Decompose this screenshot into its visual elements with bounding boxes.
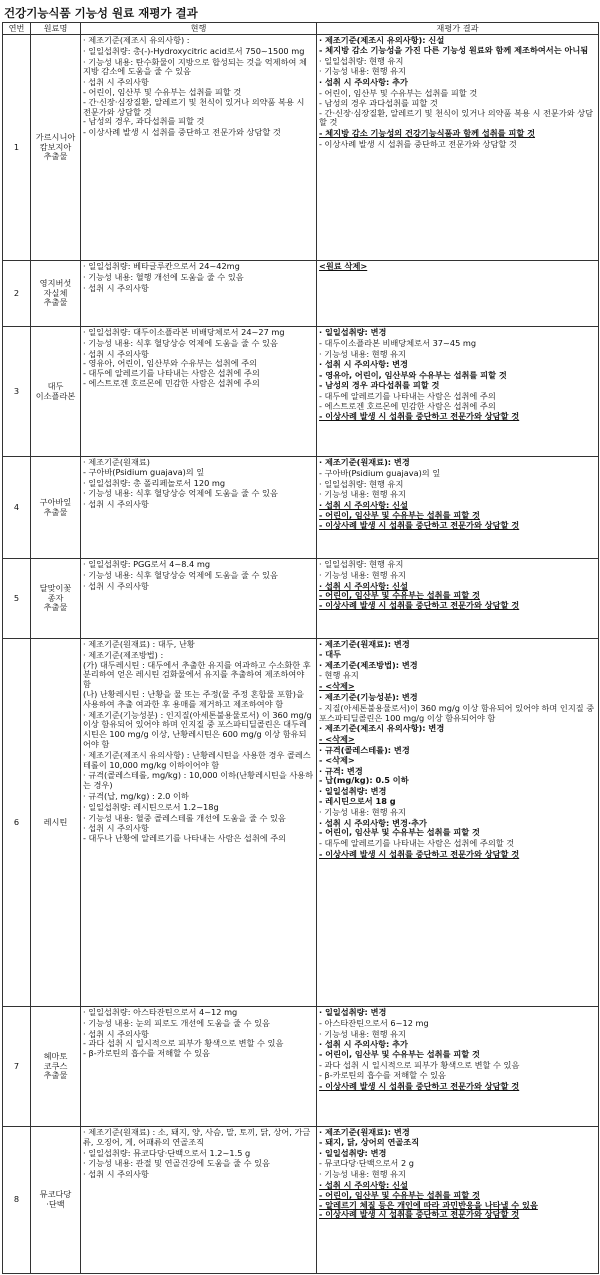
result-item: - 대두에 알레르기를 나타내는 사람은 섭취에 주의할 것 — [319, 838, 515, 849]
current-item: · 제조기준(제조시 유의사항) : — [83, 35, 190, 45]
result-item: - <삭제> — [319, 681, 355, 692]
result-item: - 구아바(Psidium guajava)의 잎 — [319, 467, 441, 478]
reevaluation-result-cell — [317, 457, 599, 559]
current-standard-cell — [81, 559, 317, 639]
current-item: · 기능성 내용: 혈행 개선에 도움을 줄 수 있음 — [83, 271, 244, 282]
result-item: - 아스타잔틴으로서 6~12 mg — [319, 1017, 429, 1028]
result-item: · 제조기준(제조시 유의사항): 신설 - 체지방 감소 기능성을 가진 다른 기능성 원료와 함께 제조하여서는 아니됨 — [319, 35, 589, 55]
current-item: · 제조기준(기능성분) : 인지질(아세톤불용물로서) 이 360 mg/g 이상 함유되어 있어야 하며 인지질 중 포스파티딜콜린은 대두레시틴은 100 mg/g 이상, 난황레시틴은 600 mg/g 이상 함유되어야 함 — [83, 709, 312, 749]
current-item: · 섭취 시 주의사항 - 대두나 난황에 알레르기를 나타내는 사람은 섭취에 주의 — [83, 823, 287, 844]
current-item: · 섭취 시 주의사항 — [83, 282, 149, 293]
current-item: · 규격(납, mg/kg) : 2.0 이하 — [83, 790, 189, 801]
current-item: · 섭취 시 주의사항 - 어린이, 임산부 및 수유부는 섭취를 피할 것 - 간·신장·심장질환, 알레르기 및 천식이 있거나 의약품 복용 시 전문가와 상담할 것 - 남성의 경우, 과다섭취를 피할 것 — [83, 77, 305, 127]
reevaluation-result-cell — [317, 261, 599, 327]
result-item: · 제조기준(원재료): 변경 — [319, 457, 410, 467]
result-item: · 일일섭취량: 현행 유지 — [319, 55, 404, 66]
current-standard-cell — [81, 639, 317, 1007]
reevaluation-result-cell — [317, 639, 599, 1007]
current-item: · 기능성 내용: 관절 및 연골건강에 도움을 줄 수 있음 — [83, 1158, 270, 1169]
current-item: · 일일섭취량: 아스타잔틴으로서 4~12 mg — [83, 1007, 238, 1017]
current-item: · 제조기준(원재료) : 소, 돼지, 양, 사슴, 말, 토끼, 닭, 상어, 가금류, 오징어, 게, 어패류의 연골조직 — [83, 1127, 311, 1147]
result-item: · 일일섭취량: 현행 유지 — [319, 478, 404, 489]
table-row — [3, 559, 599, 639]
row-number: 5 — [3, 559, 31, 639]
result-item: · 제조기준(기능성분): 변경 — [319, 691, 418, 702]
current-item: · 기능성 내용: 눈의 피로도 개선에 도움을 줄 수 있음 — [83, 1017, 270, 1028]
result-item: · 일일섭취량: 변경 — [319, 1147, 387, 1158]
result-item: - 영유아, 어린이, 임산부와 수유부는 섭취를 피할 것 - 남성의 경우 과다섭취를 피할 것 — [319, 370, 507, 390]
result-item: - 지질(아세톤불용물로서)이 360 mg/g 이상 함유되어 있어야 하며 인지질 중 포스파티딜콜린은 100 mg/g 이상 함유되어야 함 — [319, 702, 595, 723]
result-item: - 이상사례 발생 시 섭취를 중단하고 전문가와 상담할 것 — [319, 848, 520, 859]
row-number: 8 — [3, 1127, 31, 1274]
ingredient-name: 가르시니아 캄보지아 추출물 — [31, 35, 81, 261]
result-item: · 섭취 시 주의사항: 추가 - 어린이, 임산부 및 수유부는 섭취를 피할 것 — [319, 1039, 480, 1060]
ingredient-name: 대두 이소플라본 — [31, 327, 81, 457]
current-standard-cell — [81, 261, 317, 327]
result-item: · 규격: 변경 - 납(mg/kg): 0.5 이하 — [319, 765, 409, 786]
result-item: · 섭취 시 주의사항: 신설 - 어린이, 임산부 및 수유부는 섭취를 피할 것 - 이상사례 발생 시 섭취를 중단하고 전문가와 상담할 것 — [319, 500, 520, 530]
current-item: · 제조기준(제조방법) : (가) 대두레시틴 : 대두에서 추출한 유지를 여과하고 수소화한 후 분리하여 얻은 레시틴 검화물에서 유지를 추출하여 제조하여야 함 (나) 난황레시틴 : 난황을 물 또는 주정(물 주정 혼합물 포함)을 사용하여 추출 여과한 후 용매를 제거하고 제조하여야 함 — [83, 649, 311, 709]
row-number: 3 — [3, 327, 31, 457]
result-item: · 일일섭취량: 변경 — [319, 327, 387, 337]
current-standard-cell — [81, 1127, 317, 1274]
current-item: · 기능성 내용: 식후 혈당상승 억제에 도움을 줄 수 있음 — [83, 337, 278, 348]
result-item: · 제조기준(원재료): 변경 - 대두 — [319, 639, 410, 659]
result-item: · 제조기준(제조방법): 변경 — [319, 659, 418, 670]
ingredient-name: 영지버섯 자실체 추출물 — [31, 261, 81, 327]
row-number: 4 — [3, 457, 31, 559]
ingredient-name: 헤마토 코쿠스 추출물 — [31, 1007, 81, 1127]
reevaluation-table — [2, 22, 599, 1274]
header-no: 연번 — [3, 23, 31, 35]
current-standard-cell — [81, 35, 317, 261]
result-item: - 체지방 감소 기능성의 건강기능식품과 함께 섭취를 피할 것 — [319, 128, 536, 139]
result-item: - 어린이, 임산부 및 수유부는 섭취를 피할 것 - 남성의 경우 과다섭취를 피할 것 - 간·신장·심장질환, 알레르기 및 천식이 있거나 의약품 복용 시 전문가와 상담할 것 — [319, 87, 594, 128]
reevaluation-result-cell — [317, 559, 599, 639]
reevaluation-result-cell — [317, 327, 599, 457]
table-row — [3, 1127, 599, 1274]
header-name: 원료명 — [31, 23, 81, 35]
result-item: - 이상사례 발생 시 섭취를 중단하고 전문가와 상담할 것 — [319, 1080, 520, 1091]
current-item: · 일일섭취량: 대두이소플라본 비배당체로서 24~27 mg — [83, 327, 285, 337]
current-item: - 이상사례 발생 시 섭취를 중단하고 전문가와 상담할 것 — [83, 127, 281, 138]
table-row — [3, 261, 599, 327]
result-item: · 제조기준(원재료): 변경 - 돼지, 닭, 상어의 연골조직 — [319, 1127, 420, 1147]
result-item: · 섭취 시 주의사항: 신설 - 어린이, 임산부 및 수유부는 섭취를 피할 것 - 알레르기 체질 등은 개인에 따라 과민반응을 나타낼 수 있음 - 이상사례 발생 시 섭취를 중단하고 전문가와 상담할 것 — [319, 1179, 538, 1220]
current-item: · 일일섭취량: 총(-)-Hydroxycitric acid로서 750~1500 mg — [83, 45, 305, 56]
current-item: · 일일섭취량: 총 폴리페놀로서 120 mg — [83, 477, 226, 488]
current-item: · 섭취 시 주의사항 - 과다 섭취 시 일시적으로 피부가 황색으로 변할 수 있음 - β-카로틴의 흡수를 저해할 수 있음 — [83, 1028, 284, 1059]
current-item: · 기능성 내용: 탄수화물이 지방으로 합성되는 것을 억제하여 체지방 감소에 도움을 줄 수 있음 — [83, 56, 307, 77]
table-row — [3, 639, 599, 1007]
result-item: · 기능성 내용: 현행 유지 — [319, 1028, 406, 1039]
result-item: · 일일섭취량: 현행 유지 — [319, 559, 404, 569]
result-item: - 이상사례 발생 시 섭취를 중단하고 전문가와 상담할 것 — [319, 411, 520, 422]
ingredient-name: 뮤코다당 ·단백 — [31, 1127, 81, 1274]
result-item: · 기능성 내용: 현행 유지 — [319, 489, 406, 500]
reevaluation-result-cell — [317, 1127, 599, 1274]
current-item: · 섭취 시 주의사항 - 영유아, 어린이, 임산부와 수유부는 섭취에 주의 - 대두에 알레르기를 나타내는 사람은 섭취에 주의 - 에스트로겐 호르몬에 민감한 사람은 섭취에 주의 — [83, 348, 260, 388]
row-number: 2 — [3, 261, 31, 327]
current-item: · 제조기준(원재료) : 대두, 난황 — [83, 639, 195, 649]
result-item: · 섭취 시 주의사항: 신설 - 어린이, 임산부 및 수유부는 섭취를 피할 것 - 이상사례 발생 시 섭취를 중단하고 전문가와 상담할 것 — [319, 580, 520, 611]
table-row — [3, 1007, 599, 1127]
result-item: · 기능성 내용: 현행 유지 — [319, 806, 406, 817]
current-item: · 섭취 시 주의사항 — [83, 499, 149, 510]
result-item: · 일일섭취량: 변경 - 레시틴으로서 18 g — [319, 786, 396, 806]
current-item: · 규격(콜레스테롤, mg/kg) : 10,000 이하(난황레시틴을 사용하는 경우) — [83, 770, 314, 791]
table-header-row — [3, 23, 599, 35]
current-standard-cell — [81, 457, 317, 559]
table-body — [3, 35, 599, 1274]
row-number: 1 — [3, 35, 31, 261]
result-item: · 섭취 시 주의사항: 추가 — [319, 77, 408, 88]
result-item: - 이상사례 발생 시 섭취를 중단하고 전문가와 상담할 것 — [319, 138, 517, 149]
current-item: · 일일섭취량: 레시틴으로서 1.2~18g — [83, 801, 219, 812]
row-number: 6 — [3, 639, 31, 1007]
result-item: - 과다 섭취 시 일시적으로 피부가 황색으로 변할 수 있음 - β-카로틴의 흡수를 저해할 수 있음 — [319, 1059, 520, 1080]
current-standard-cell — [81, 327, 317, 457]
current-item: · 제조기준(원재료) - 구아바(Psidium guajava)의 잎 — [83, 457, 205, 477]
result-item: - <삭제> — [319, 734, 355, 745]
result-item: - 뮤코다당·단백으로서 2 g — [319, 1158, 414, 1169]
result-item: <원료 삭제> — [319, 261, 368, 271]
current-item: · 기능성 내용: 식후 혈당상승 억제에 도움을 줄 수 있음 — [83, 488, 278, 499]
table-row — [3, 327, 599, 457]
current-item: · 기능성 내용: 식후 혈당상승 억제에 도움을 줄 수 있음 — [83, 569, 278, 580]
result-item: - 현행 유지 — [319, 670, 359, 681]
header-current: 현행 — [81, 23, 317, 35]
current-item: · 섭취 시 주의사항 — [83, 1169, 149, 1180]
result-item: · 기능성 내용: 현행 유지 — [319, 569, 406, 580]
result-item: · 일일섭취량: 변경 — [319, 1007, 387, 1017]
current-item: · 일일섭취량: PGG로서 4~8.4 mg — [83, 559, 211, 569]
result-item: · 규격(콜레스테롤): 변경 - <삭제> — [319, 744, 410, 765]
reevaluation-result-cell — [317, 1007, 599, 1127]
result-item: · 기능성 내용: 현행 유지 — [319, 348, 406, 359]
current-item: · 일일섭취량: 베타글루칸으로서 24~42mg — [83, 261, 240, 271]
reevaluation-result-cell — [317, 35, 599, 261]
current-item: · 기능성 내용: 혈중 콜레스테롤 개선에 도움을 줄 수 있음 — [83, 812, 286, 823]
result-item: · 섭취 시 주의사항: 변경·추가 - 어린이, 임산부 및 수유부는 섭취를 피할 것 — [319, 817, 480, 838]
result-item: - 대두에 알레르기를 나타내는 사람은 섭취에 주의 - 에스트로겐 호르몬에 민감한 사람은 섭취에 주의 — [319, 390, 496, 411]
current-item: · 섭취 시 주의사항 — [83, 580, 149, 591]
ingredient-name: 레시틴 — [31, 639, 81, 1007]
header-result: 재평가 결과 — [317, 23, 599, 35]
result-item: · 제조기준(제조시 유의사항): 변경 — [319, 723, 445, 734]
current-item: · 제조기준(제조시 유의사항) : 난황레시틴을 사용한 경우 콜레스테롤이 10,000 mg/kg 이하이어야 함 — [83, 749, 311, 770]
current-item: · 일일섭취량: 뮤코다당·단백으로서 1.2~1.5 g — [83, 1147, 251, 1158]
result-item: · 기능성 내용: 현행 유지 — [319, 66, 406, 77]
current-standard-cell — [81, 1007, 317, 1127]
result-item: · 섭취 시 주의사항: 변경 — [319, 359, 408, 370]
table-row — [3, 35, 599, 261]
result-item: - 대두이소플라본 비배당체로서 37~45 mg — [319, 337, 477, 348]
result-item: · 기능성 내용: 현행 유지 — [319, 1169, 406, 1180]
ingredient-name: 구아바잎 추출물 — [31, 457, 81, 559]
row-number: 7 — [3, 1007, 31, 1127]
page-title: 건강기능식품 기능성 원료 재평가 결과 — [4, 6, 198, 20]
ingredient-name: 달맞이꽃 종자 추출물 — [31, 559, 81, 639]
table-row — [3, 457, 599, 559]
